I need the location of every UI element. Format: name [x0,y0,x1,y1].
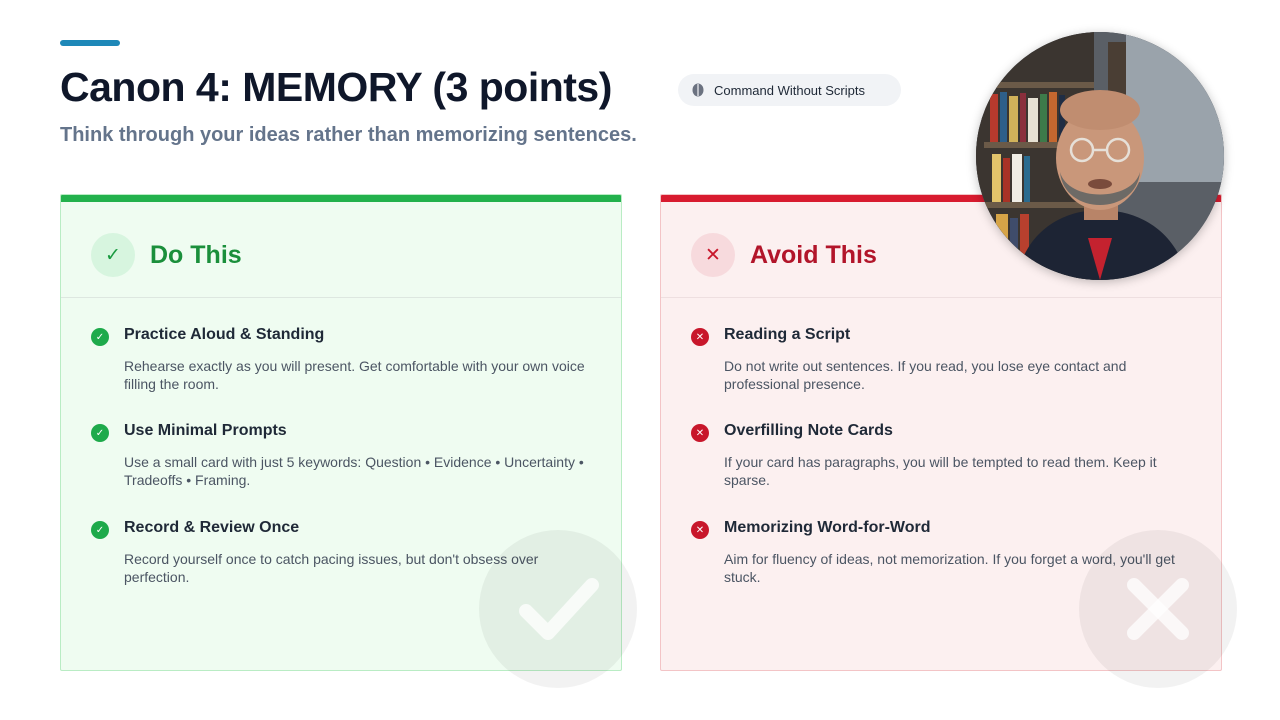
title-accent-bar [60,40,120,46]
avoid-card-heading: Avoid This [750,241,877,269]
avoid-item-title: Overfilling Note Cards [724,422,893,439]
do-card-accent-bar [60,194,622,202]
topic-badge-label: Command Without Scripts [714,82,865,98]
brain-icon [692,83,704,97]
do-item-description: Use a small card with just 5 keywords: Question • Evidence • Uncertainty • Tradeoffs • Framing. [124,454,584,488]
check-circle-icon: ✓ [91,328,109,346]
do-card-heading: Do This [150,241,242,269]
avoid-item-description: Do not write out sentences. If you read, you lose eye contact and professional presence. [724,358,1127,392]
x-circle-icon: ✕ [691,521,709,539]
check-icon: ✓ [91,233,135,277]
slide-title: Canon 4: MEMORY (3 points) [60,64,612,110]
check-circle-icon: ✓ [91,521,109,539]
avoid-item-title: Memorizing Word-for-Word [724,519,931,536]
avoid-item-description: Aim for fluency of ideas, not memorization. If you forget a word, you'll get stuck. [724,551,1175,585]
x-watermark-icon [1079,530,1237,688]
checkmark-watermark-icon [479,530,637,688]
avoid-item-description: If your card has paragraphs, you will be tempted to read them. Keep it sparse. [724,454,1157,488]
do-card-header [61,203,621,298]
slide-subtitle: Think through your ideas rather than memorizing sentences. [60,124,637,146]
do-item-title: Record & Review Once [124,519,300,536]
do-item-title: Practice Aloud & Standing [124,326,325,343]
topic-badge [678,74,901,106]
do-item-description: Rehearse exactly as you will present. Get comfortable with your own voice filling the room. [124,358,585,392]
do-item-title: Use Minimal Prompts [124,422,287,439]
presenter-webcam-video [976,32,1224,280]
x-circle-icon: ✕ [691,328,709,346]
check-circle-icon: ✓ [91,424,109,442]
avoid-item-title: Reading a Script [724,326,851,343]
do-item-description: Record yourself once to catch pacing issues, but don't obsess over perfection. [124,551,539,585]
x-circle-icon: ✕ [691,424,709,442]
x-icon: ✕ [691,233,735,277]
